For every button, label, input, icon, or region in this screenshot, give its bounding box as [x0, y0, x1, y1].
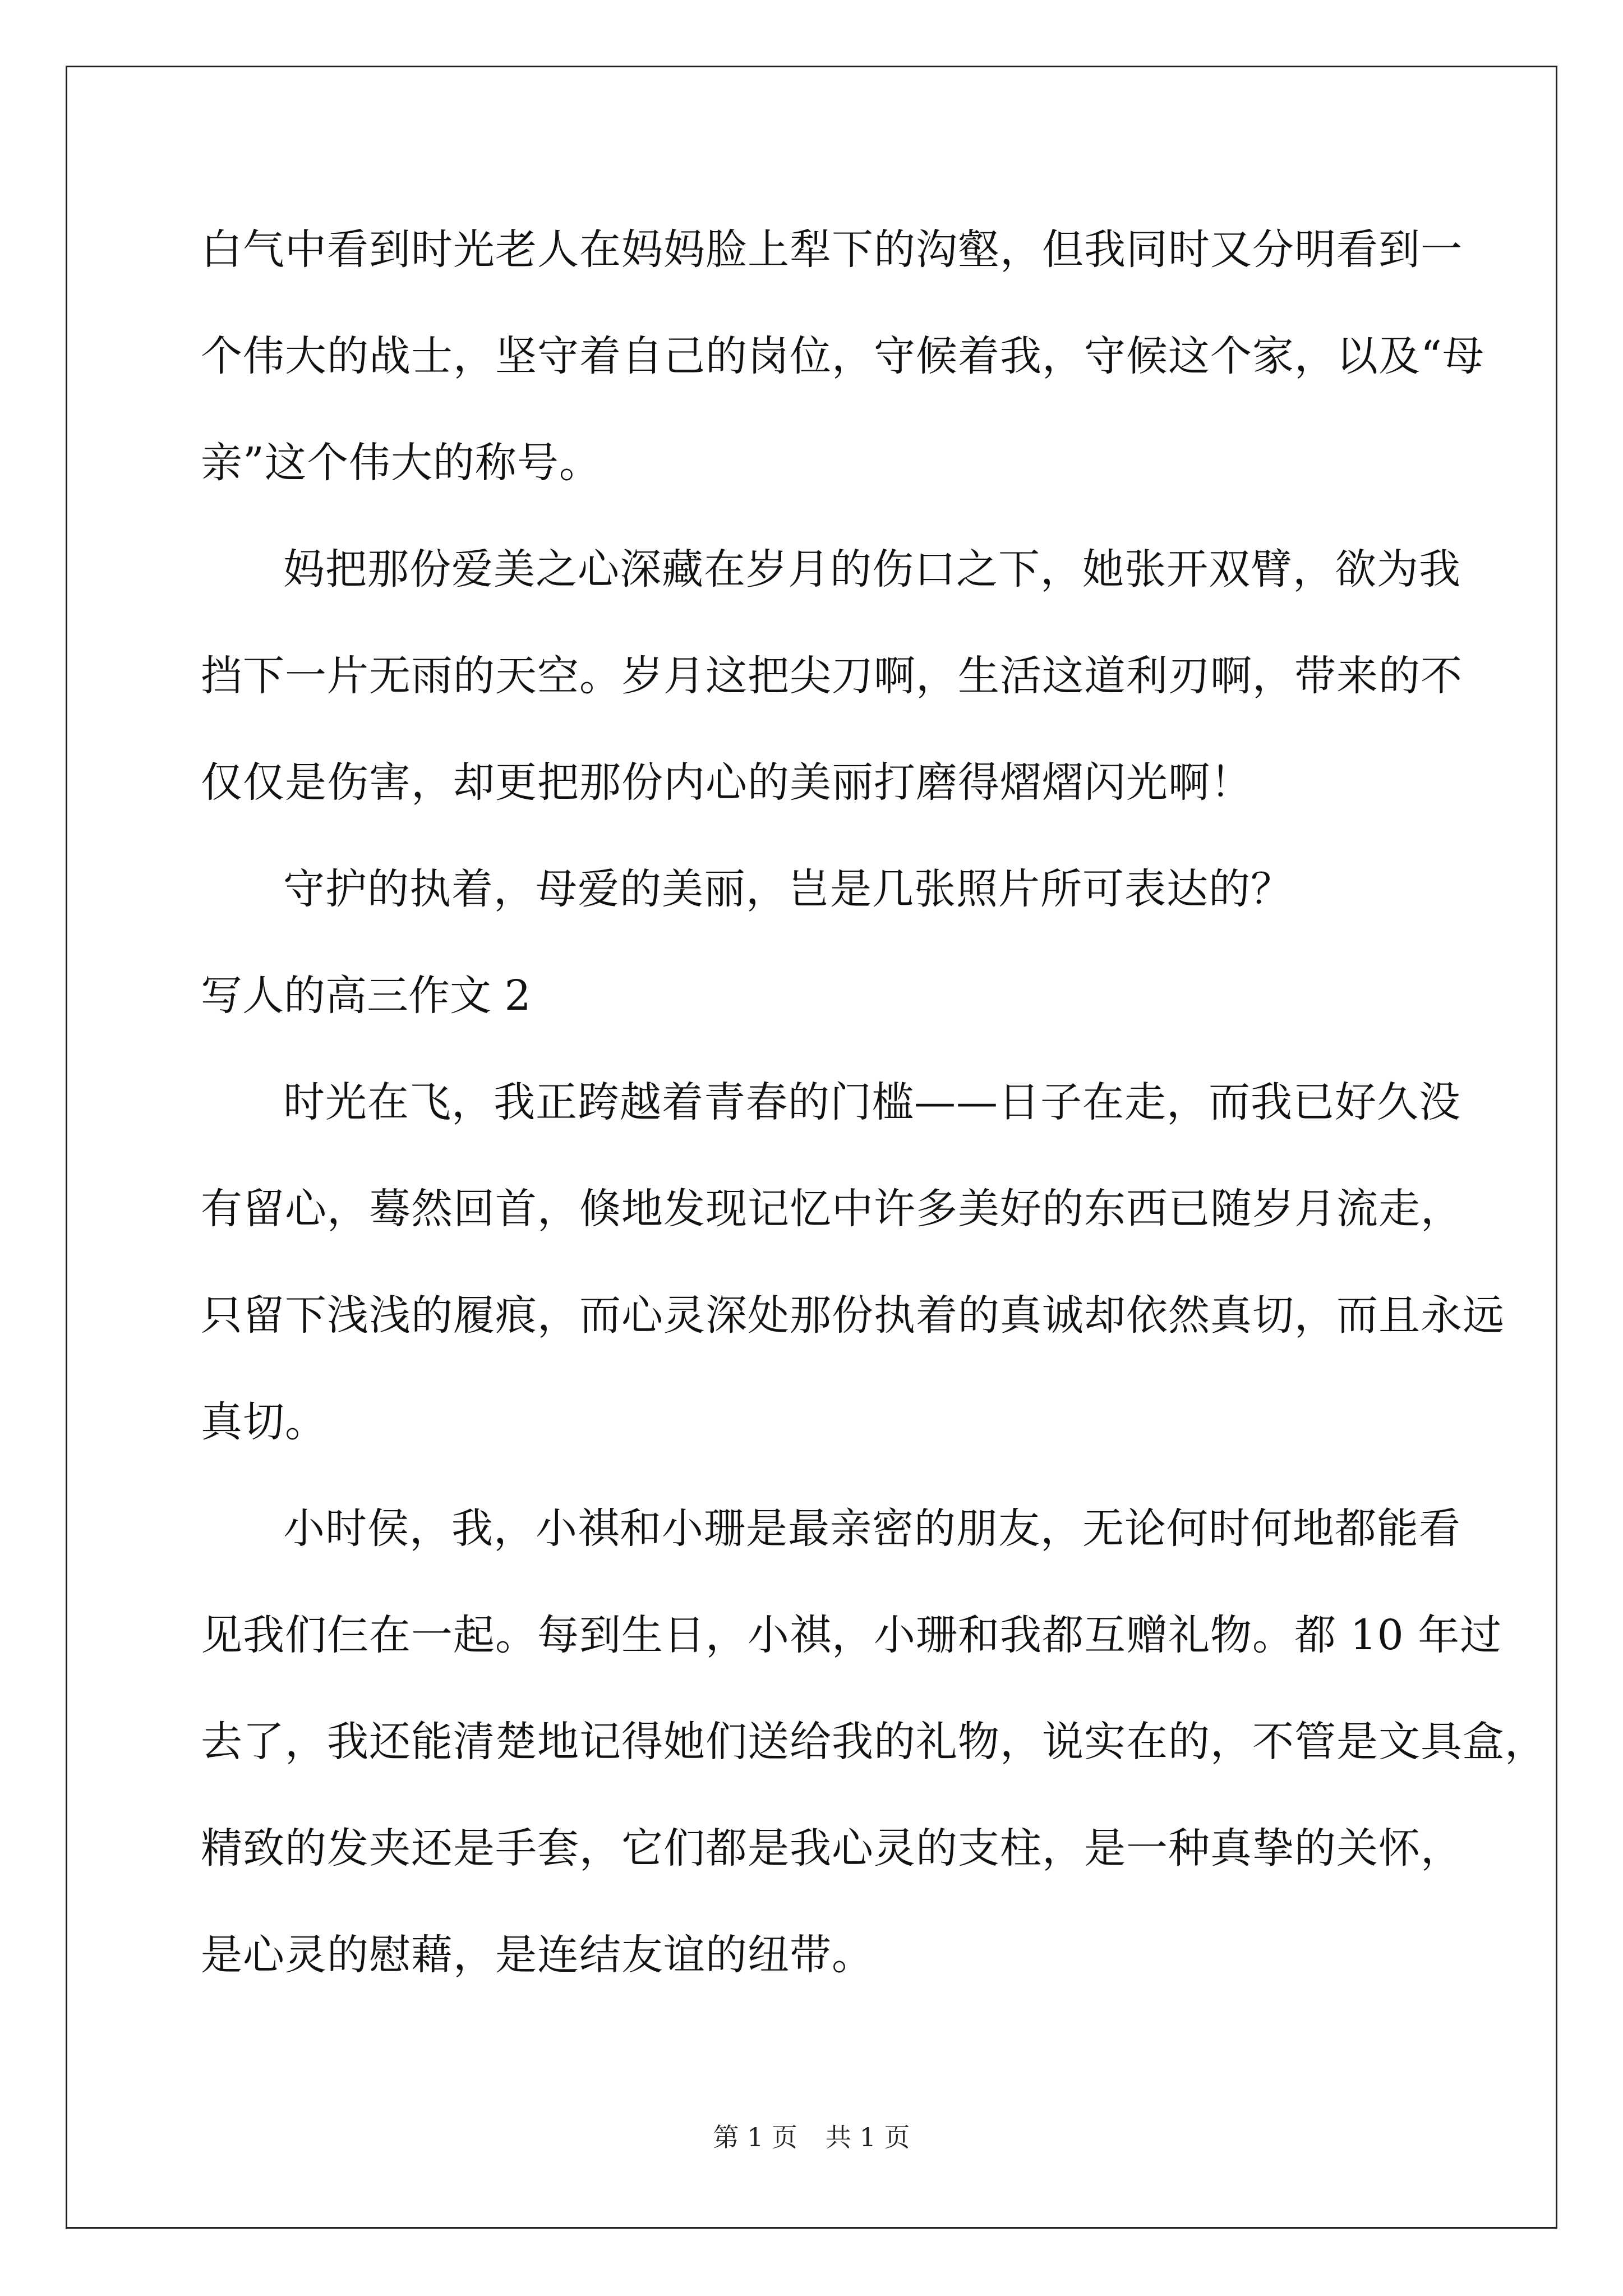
paragraph-line: 是心灵的慰藉，是连结友谊的纽带。	[201, 1931, 874, 1979]
paragraph-line: 时光在飞，我正跨越着青春的门槛——日子在走，而我已好久没	[283, 1078, 1461, 1126]
paragraph-line: 守护的执着，母爱的美丽，岂是几张照片所可表达的？	[283, 865, 1293, 913]
page-border	[66, 66, 1557, 2229]
paragraph-line: 去了，我还能清楚地记得她们送给我的礼物，说实在的，不管是文具盒，	[201, 1718, 1547, 1766]
paragraph-line: 妈把那份爱美之心深藏在岁月的伤口之下，她张开双臂，欲为我	[283, 545, 1461, 593]
page-number: 第 1 页	[713, 2122, 797, 2152]
paragraph-line: 挡下一片无雨的天空。岁月这把尖刀啊，生活这道利刃啊，带来的不	[201, 652, 1463, 700]
paragraph-line: 见我们仨在一起。每到生日，小祺，小珊和我都互赠礼物。都 10 年过	[201, 1611, 1502, 1659]
paragraph-line: 有留心，蓦然回首，倏地发现记忆中许多美好的东西已随岁月流走，	[201, 1185, 1463, 1233]
section-heading: 写人的高三作文 2	[201, 972, 531, 1020]
paragraph-line: 仅仅是伤害，却更把那份内心的美丽打磨得熠熠闪光啊！	[201, 758, 1252, 807]
paragraph-line: 小时侯，我，小祺和小珊是最亲密的朋友，无论何时何地都能看	[283, 1504, 1461, 1553]
paragraph-line: 白气中看到时光老人在妈妈脸上犁下的沟壑，但我同时又分明看到一	[201, 226, 1463, 274]
paragraph-line: 个伟大的战士，坚守着自己的岗位，守候着我，守候这个家，以及“母	[201, 332, 1484, 380]
paragraph-line: 真切。	[201, 1398, 327, 1446]
paragraph-line: 只留下浅浅的履痕，而心灵深处那份执着的真诚却依然真切，而且永远	[201, 1291, 1505, 1340]
paragraph-line: 亲”这个伟大的称号。	[201, 439, 601, 487]
page-total: 共 1 页	[826, 2122, 910, 2152]
page-footer	[0, 2120, 1623, 2154]
paragraph-line: 精致的发夹还是手套，它们都是我心灵的支柱，是一种真挚的关怀，	[201, 1824, 1463, 1872]
